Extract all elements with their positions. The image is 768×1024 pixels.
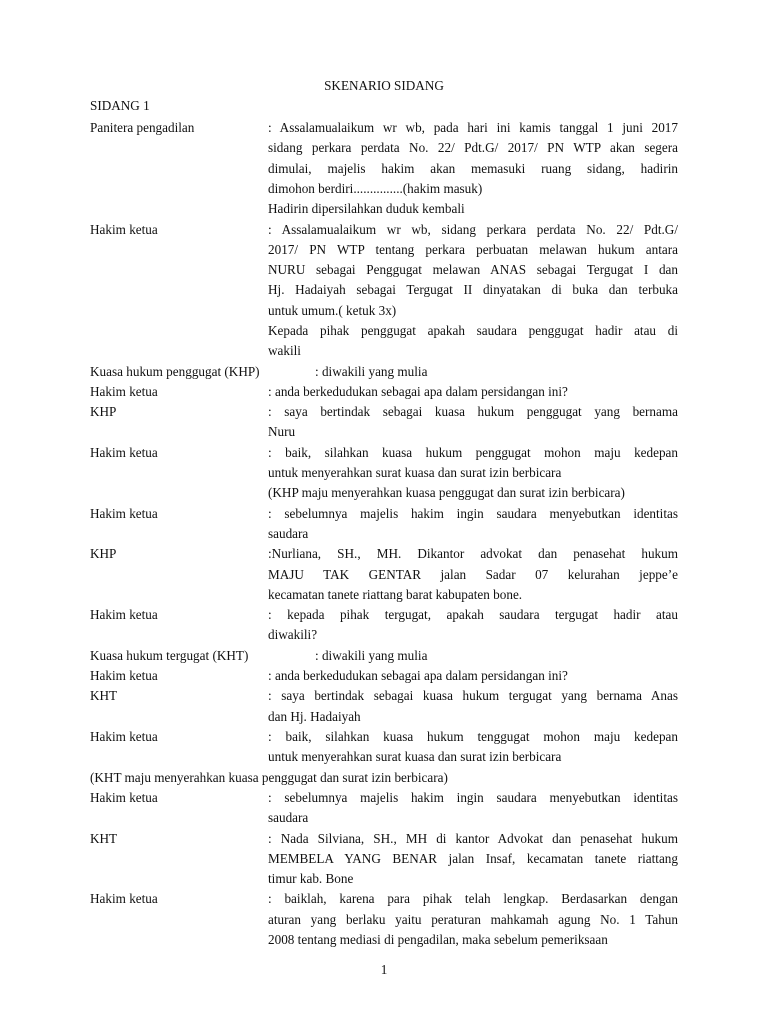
speech-line: : saya bertindak sebagai kuasa hukum penggugat yang bernama (268, 404, 678, 420)
speech-line: MEMBELA YANG BENAR jalan Insaf, kecamatan tanete riattang (268, 850, 678, 866)
speaker-label: Hakim ketua (90, 444, 158, 460)
speaker-label: Hakim ketua (90, 505, 158, 521)
document-title: SKENARIO SIDANG (324, 78, 444, 93)
speech-line: Hj. Hadaiyah sebagai Tergugat II dinyatakan di buka dan terbuka (268, 282, 678, 298)
speech-text (268, 544, 678, 605)
speech-line: : baik, silahkan kuasa hukum tenggugat mohon maju kedepan (268, 729, 678, 744)
speech-inline: : diwakili yang mulia (315, 647, 428, 663)
speaker-label: Hakim ketua (90, 607, 158, 623)
dialogue-row (90, 646, 680, 666)
speaker-label: Hakim ketua (90, 891, 158, 907)
speech-line: dimohon berdiri...............(hakim masuk) (268, 180, 483, 196)
speech-line: untuk menyerahkan surat kuasa dan surat izin berbicara (268, 749, 562, 765)
speech-line: untuk menyerahkan surat kuasa dan surat izin berbicara (268, 465, 562, 481)
speech-line: : Nada Silviana, SH., MH di kantor Advokat dan penasehat hukum (268, 830, 678, 846)
speech-text (268, 382, 678, 402)
speaker-label: KHP (90, 404, 117, 420)
speech-text (268, 889, 678, 950)
speech-line: : Assalamualaikum wr wb, sidang perkara perdata No. 22/ Pdt.G/ (268, 221, 678, 237)
speaker-label: Hakim ketua (90, 789, 158, 805)
speaker-label: Hakim ketua (90, 221, 158, 237)
speech-line: : anda berkedudukan sebagai apa dalam persidangan ini? (268, 668, 568, 684)
speaker-label: Panitera pengadilan (90, 120, 195, 135)
speech-text (268, 686, 678, 727)
speech-text (268, 727, 678, 768)
speech-line: saudara (268, 810, 309, 826)
speech-text (268, 605, 678, 646)
speech-line: : sebelumnya majelis hakim ingin saudara menyebutkan identitas (268, 789, 678, 805)
speech-line: diwakili? (268, 627, 318, 643)
speech-line: Kepada pihak penggugat apakah saudara penggugat hadir atau di (268, 322, 678, 338)
speech-line: : anda berkedudukan sebagai apa dalam persidangan ini? (268, 383, 568, 399)
speech-line: (KHP maju menyerahkan kuasa penggugat dan surat izin berbicara) (268, 485, 625, 501)
speech-text (268, 504, 678, 545)
speech-text (268, 402, 678, 443)
page-number: 1 (380, 962, 388, 977)
speaker-label: Kuasa hukum penggugat (KHP) (90, 363, 260, 379)
speech-line: :Nurliana, SH., MH. Dikantor advokat dan penasehat hukum (268, 546, 678, 562)
stage-direction: (KHT maju menyerahkan kuasa penggugat dan surat izin berbicara) (90, 769, 448, 785)
speech-line: MAJU TAK GENTAR jalan Sadar 07 kelurahan jeppe’e (268, 566, 678, 582)
speaker-label: Hakim ketua (90, 668, 158, 684)
speech-text (268, 118, 678, 219)
speech-line: kecamatan tanete riattang barat kabupaten bone. (268, 586, 523, 602)
section-heading: SIDANG 1 (90, 98, 150, 113)
speech-text (268, 666, 678, 686)
speech-line: : baik, silahkan kuasa hukum penggugat mohon maju kedepan (268, 444, 678, 460)
speech-line: dan Hj. Hadaiyah (268, 708, 361, 724)
speaker-label: KHT (90, 688, 118, 704)
speech-inline: : diwakili yang mulia (315, 363, 428, 379)
speech-line: sidang perkara perdata No. 22/ Pdt.G/ 2017/ PN WTP akan segera (268, 140, 678, 156)
speaker-label: Kuasa hukum tergugat (KHT) (90, 647, 249, 663)
speech-line: untuk umum.( ketuk 3x) (268, 302, 397, 318)
dialogue-row (90, 362, 680, 382)
speech-text (268, 220, 678, 362)
speech-text (268, 788, 678, 829)
speech-line: : kepada pihak tergugat, apakah saudara tergugat hadir atau (268, 607, 678, 623)
speech-line: timur kab. Bone (268, 871, 354, 887)
speech-line: wakili (268, 343, 301, 359)
speech-text (268, 829, 678, 890)
speech-line: : sebelumnya majelis hakim ingin saudara menyebutkan identitas (268, 505, 678, 521)
speaker-label: Hakim ketua (90, 383, 158, 399)
speech-line: Hadirin dipersilahkan duduk kembali (268, 201, 465, 217)
speaker-label: KHP (90, 546, 117, 562)
speech-line: Nuru (268, 424, 296, 440)
speech-line: NURU sebagai Penggugat melawan ANAS sebagai Tergugat I dan (268, 262, 678, 278)
speech-line: : Assalamualaikum wr wb, pada hari ini kamis tanggal 1 juni 2017 (268, 120, 678, 135)
speech-line: saudara (268, 525, 309, 541)
speech-line: 2017/ PN WTP tentang perkara perbuatan melawan hukum antara (268, 241, 678, 257)
speech-text (268, 443, 678, 504)
speaker-label: Hakim ketua (90, 729, 158, 744)
speech-line: dimulai, majelis hakim akan memasuki ruang sidang, hadirin (268, 160, 678, 176)
speech-line: : baiklah, karena para pihak telah lengkap. Berdasarkan dengan (268, 891, 678, 907)
speaker-label: KHT (90, 830, 118, 846)
speech-line: aturan yang berlaku yaitu peraturan mahkamah agung No. 1 Tahun (268, 911, 678, 927)
speech-line: 2008 tentang mediasi di pengadilan, maka sebelum pemeriksaan (268, 931, 608, 947)
speech-line: : saya bertindak sebagai kuasa hukum tergugat yang bernama Anas (268, 688, 678, 704)
